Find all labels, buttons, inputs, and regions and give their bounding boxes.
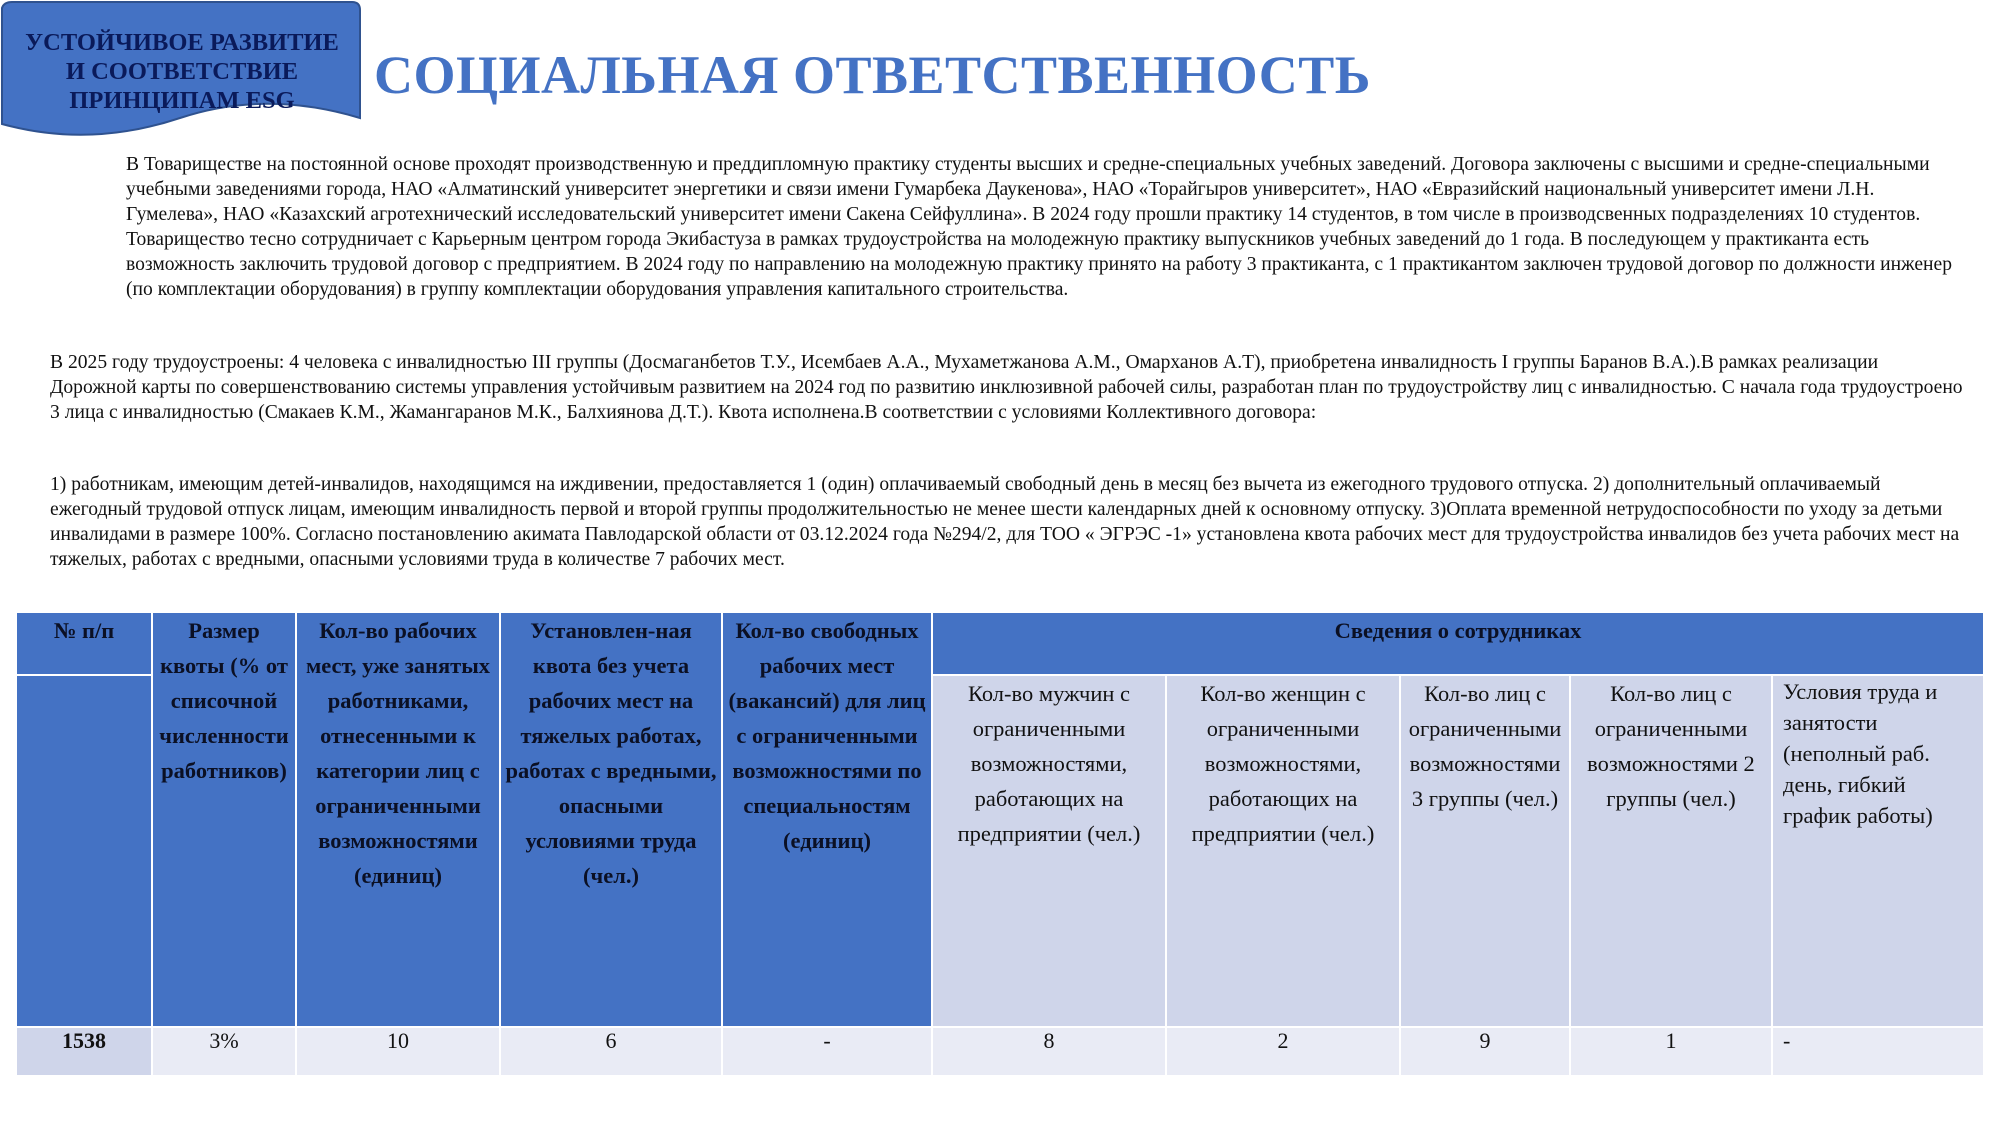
paragraph-internship: В Товариществе на постоянной основе проходят производственную и преддипломную практику студенты высших и средне-специальных учебных заведений. Договора заключены с высшими и средне-специальными учебными заведениями города, НАО «Алматинский университет энергетики и связи имени Гумарбека Даукенова», НАО «Торайгыров университет», НАО «Евразийский национальный университет имени Л.Н. Гумелева», НАО «Казахский агротехнический исследовательский университет имени Сакена Сейфуллина». В 2024 году прошли практику 14 студентов, в том числе в производсвенных подразделениях 10 студентов. Товарищество тесно сотрудничает с Карьерным центром города Экибастуза в рамках трудоустройства на молодежную практику выпускников учебных заведений до 1 года. В последующем у практиканта есть возможность заключить трудовой договор с предприятием. В 2024 году по направлению на молодежную практику принято на работу 3 практиканта, с 1 практикантом заключен трудовой договор по должности инженер (по комплектации оборудования) в группу комплектации оборудования управления капитального строительства.: [126, 154, 1953, 300]
header-group3: Кол-во лиц с ограниченными возможностями 3 группы (чел.): [1400, 675, 1570, 1027]
cell-num: 1538: [16, 1027, 152, 1076]
cell-established-quota: 6: [500, 1027, 722, 1076]
cell-vacancies: -: [722, 1027, 932, 1076]
header-occupied: Кол-во рабочих мест, уже занятых работниками, отнесенными к категории лиц с ограниченными возможностями (единиц): [296, 612, 500, 1027]
cell-occupied: 10: [296, 1027, 500, 1076]
quota-table: [16, 612, 1984, 1076]
cell-women: 2: [1166, 1027, 1400, 1076]
header-employees: Сведения о сотрудниках: [932, 612, 1984, 675]
cell-conditions: -: [1772, 1027, 1984, 1076]
page-title: СОЦИАЛЬНАЯ ОТВЕТСТВЕННОСТЬ: [374, 45, 1371, 105]
header-vacancies: Кол-во свободных рабочих мест (вакансий) для лиц с ограниченными возможностями по специальностям (единиц): [722, 612, 932, 1027]
esg-banner: [0, 0, 362, 142]
header-num-spacer: [16, 675, 152, 1027]
cell-men: 8: [932, 1027, 1166, 1076]
header-quota-size: Размер квоты (% от списочной численности работников): [152, 612, 296, 1027]
paragraph-collective-agreement: 1) работникам, имеющим детей-инвалидов, находящимся на иждивении, предоставляется 1 (один) оплачиваемый свободный день в месяц без вычета из ежегодного трудового отпуска. 2) дополнительный оплачиваемый ежегодный трудовой отпуск лицам, имеющим инвалидность первой и второй группы продолжительностью не менее шести календарных дней к основному отпуску. 3)Оплата временной нетрудоспособности по уходу за детьми инвалидами в размере 100%. Согласно постановлению акимата Павлодарской области от 03.12.2024 года №294/2, для ТОО « ЭГРЭС -1» установлена квота рабочих мест для трудоустройства инвалидов без учета рабочих мест на тяжелых, работах с вредными, опасными условиями труда в количестве 7 рабочих мест.: [50, 474, 1960, 570]
cell-group2: 1: [1570, 1027, 1772, 1076]
header-established-quota: Установлен-ная квота без учета рабочих мест на тяжелых работах, работах с вредными, опасными условиями труда (чел.): [500, 612, 722, 1027]
header-men: Кол-во мужчин с ограниченными возможностями, работающих на предприятии (чел.): [932, 675, 1166, 1027]
header-group2: Кол-во лиц с ограниченными возможностями 2 группы (чел.): [1570, 675, 1772, 1027]
table-row: [16, 1027, 1984, 1076]
cell-group3: 9: [1400, 1027, 1570, 1076]
paragraph-employment: В 2025 году трудоустроены: 4 человека с инвалидностью III группы (Досмаганбетов Т.У., Исембаев А.А., Мухаметжанова А.М., Омарханов А.Т), приобретена инвалидность I группы Баранов В.А.).В рамках реализации Дорожной карты по совершенствованию системы управления устойчивым развитием на 2024 год по развитию инклюзивной рабочей силы, разработан план по трудоустройству лиц с инвалидностью. С начала года трудоустроено 3 лица с инвалидностью (Смакаев К.М., Жамангаранов М.К., Балхиянова Д.Т.). Квота исполнена.В соответствии с условиями Коллективного договора:: [50, 352, 1963, 423]
header-women: Кол-во женщин с ограниченными возможностями, работающих на предприятии (чел.): [1166, 675, 1400, 1027]
header-num: № п/п: [16, 612, 152, 675]
header-conditions: Условия труда и занятости (неполный раб. день, гибкий график работы): [1772, 675, 1984, 1027]
banner-label: УСТОЙЧИВОЕ РАЗВИТИЕ И СООТВЕТСТВИЕ ПРИНЦИПАМ ESG: [25, 29, 339, 114]
cell-quota-size: 3%: [152, 1027, 296, 1076]
